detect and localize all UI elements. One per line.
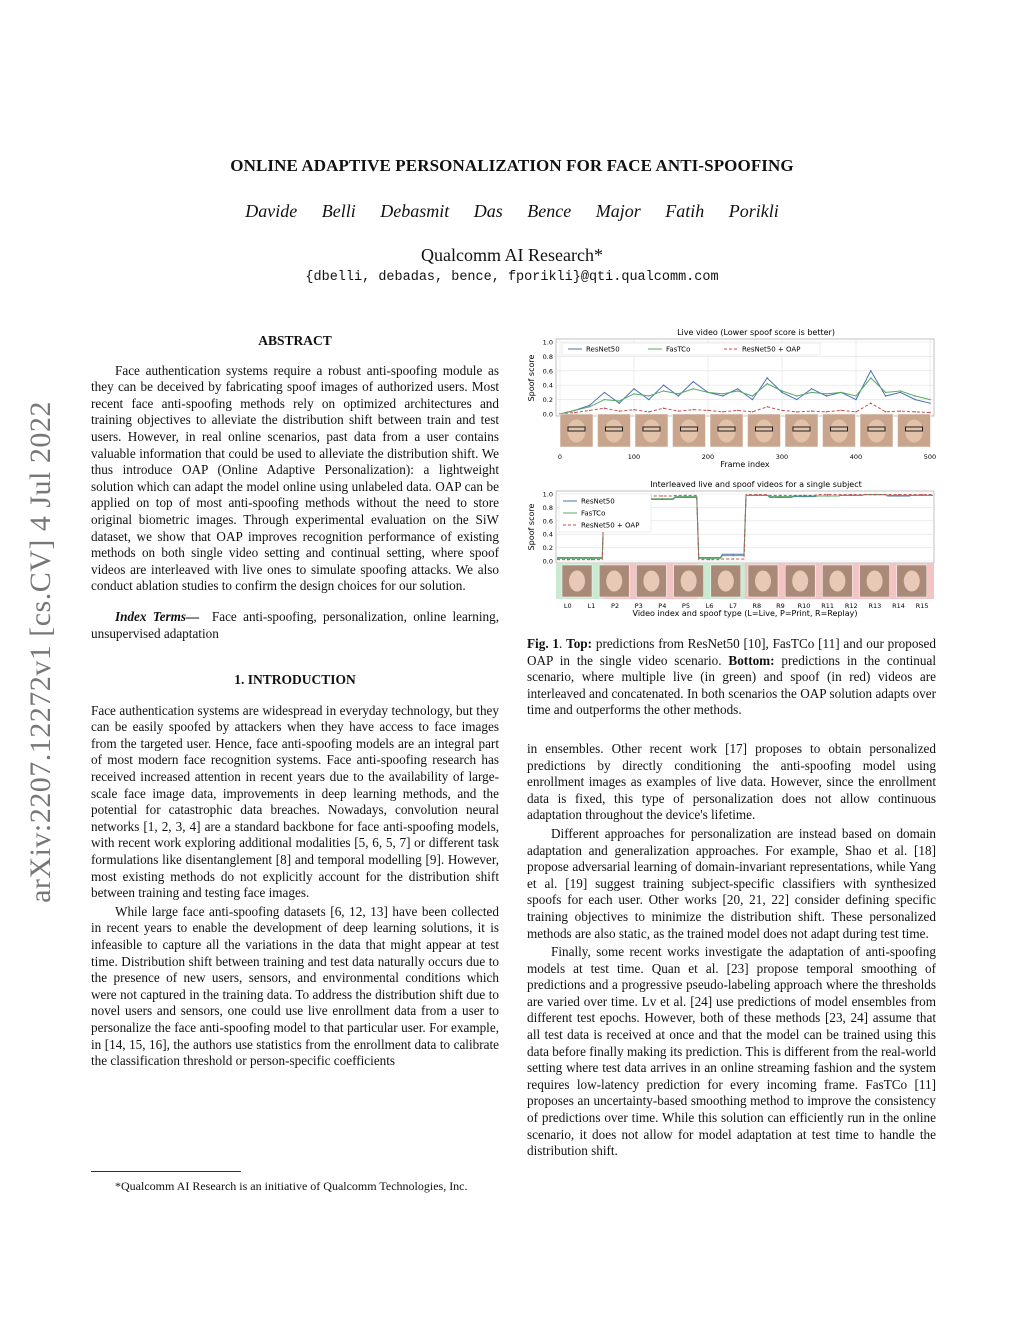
data-point bbox=[826, 411, 827, 412]
right-paragraph-1: in ensembles. Other recent work [17] proposes to obtain personalized predictions by directly conditioning the anti-spoofing model using enrollment images as examples of live data. However, since the enrollment data is fixed, this type of personalization does not allow continuous adaptation throughout the device's lifetime. bbox=[527, 740, 936, 823]
category-label: R15 bbox=[915, 602, 929, 610]
category-label: R9 bbox=[776, 602, 785, 610]
chart-bottom-xlabel: Video index and spoof type (L=Live, P=Print, R=Replay) bbox=[632, 609, 858, 618]
intro-paragraph-2: While large face anti-spoofing datasets [6, 12, 13] have been collected in recent years to enable the development of deep learning solutions, it is infeasible to capture all the variations in the data that might appear at test time. Distribution shift between training and test data naturally occurs due to the presence of new users, sensors, and environmental conditions which were not captured in the training data. To address the distribution shift due to novel users and sensors, one could use live enrollment data from a user to personalize the face anti-spoofing model to that particular user. For example, in [14, 15, 16], the authors use statistics from the enrollment data to calibrate the classification threshold or person-specific coefficients bbox=[91, 903, 499, 1069]
data-point bbox=[827, 495, 828, 496]
data-point bbox=[709, 558, 710, 559]
x-tick-label: 100 bbox=[627, 453, 641, 461]
data-point bbox=[767, 383, 768, 384]
data-point bbox=[781, 410, 782, 411]
data-point bbox=[885, 392, 886, 393]
x-tick-label: 400 bbox=[849, 453, 863, 461]
data-point bbox=[589, 410, 590, 411]
face-shape bbox=[792, 571, 808, 592]
data-point bbox=[737, 410, 738, 411]
data-point bbox=[722, 411, 723, 412]
affiliation: Qualcomm AI Research* bbox=[421, 245, 603, 265]
data-point bbox=[885, 395, 886, 396]
caption-bottom-text: predictions in the continual scenario, where multiple live (in green) and spoof (in red) videos are interleaved and concatenated. In both scenarios the OAP solution adapts over time and outperforms the other methods. bbox=[527, 652, 937, 718]
data-point bbox=[796, 399, 797, 400]
data-point bbox=[929, 412, 930, 413]
footnote-rule bbox=[91, 1171, 241, 1172]
series-line bbox=[560, 378, 930, 414]
data-point bbox=[767, 377, 768, 378]
face-shape bbox=[867, 571, 883, 592]
chart-top-legend bbox=[562, 343, 820, 355]
x-tick-label: 500 bbox=[923, 453, 936, 461]
index-terms bbox=[91, 609, 499, 642]
y-tick-label: 0.8 bbox=[542, 503, 553, 512]
data-point bbox=[898, 494, 899, 495]
data-point bbox=[855, 399, 856, 400]
data-point bbox=[663, 408, 664, 409]
data-point bbox=[874, 494, 875, 495]
data-point bbox=[693, 388, 694, 389]
footnote-text: *Qualcomm AI Research is an initiative of Qualcomm Technologies, Inc. bbox=[115, 1179, 468, 1193]
data-point bbox=[921, 494, 922, 495]
data-point bbox=[619, 400, 620, 401]
y-tick-label: 0.6 bbox=[542, 367, 553, 376]
x-tick-label: 0 bbox=[557, 453, 563, 461]
category-label: P2 bbox=[611, 602, 620, 610]
category-label: R11 bbox=[821, 602, 835, 610]
data-point bbox=[780, 495, 781, 496]
face-shape bbox=[829, 571, 845, 592]
chart-top-title: Live video (Lower spoof score is better) bbox=[677, 328, 835, 337]
left-column bbox=[91, 333, 499, 1070]
data-point bbox=[767, 406, 768, 407]
data-point bbox=[663, 385, 664, 386]
legend-label: FasTCo bbox=[581, 509, 606, 518]
chart-bottom-title: Interleaved live and spoof videos for a single subject bbox=[650, 480, 862, 489]
figure-1 bbox=[526, 326, 936, 618]
data-point bbox=[841, 410, 842, 411]
author-name: Fatih Porikli bbox=[665, 201, 779, 221]
chart-bottom bbox=[527, 480, 934, 618]
footnote bbox=[91, 1179, 499, 1194]
face-shape bbox=[606, 571, 622, 592]
data-point bbox=[811, 410, 812, 411]
category-label: R8 bbox=[752, 602, 762, 610]
data-point bbox=[915, 395, 916, 396]
y-tick-label: 0.0 bbox=[542, 410, 553, 419]
face-shape bbox=[718, 571, 734, 592]
data-point bbox=[781, 390, 782, 391]
legend-label: ResNet50 + OAP bbox=[742, 345, 801, 354]
category-label: R10 bbox=[797, 602, 811, 610]
category-label: R13 bbox=[868, 602, 882, 610]
data-point bbox=[870, 377, 871, 378]
index-terms-text: Face anti-spoofing, personalization, online learning, unsupervised adaptation bbox=[91, 608, 499, 641]
data-point bbox=[591, 558, 592, 559]
y-tick-label: 0.6 bbox=[542, 517, 553, 526]
caption-label: Fig. 1 bbox=[527, 636, 560, 651]
data-point bbox=[929, 399, 930, 400]
legend-label: ResNet50 bbox=[581, 497, 615, 506]
data-point bbox=[756, 494, 757, 495]
data-point bbox=[589, 406, 590, 407]
data-point bbox=[662, 495, 663, 496]
y-tick-label: 1.0 bbox=[542, 490, 553, 499]
data-point bbox=[826, 395, 827, 396]
category-label: L6 bbox=[705, 602, 714, 610]
category-label: R12 bbox=[844, 602, 858, 610]
abstract-heading: ABSTRACT bbox=[258, 333, 332, 348]
category-label: L0 bbox=[563, 602, 572, 610]
data-point bbox=[663, 390, 664, 391]
data-point bbox=[678, 395, 679, 396]
data-point bbox=[870, 370, 871, 371]
data-point bbox=[648, 399, 649, 400]
data-point bbox=[811, 388, 812, 389]
data-point bbox=[648, 395, 649, 396]
data-point bbox=[693, 409, 694, 410]
data-point bbox=[685, 496, 686, 497]
data-point bbox=[722, 395, 723, 396]
data-point bbox=[851, 494, 852, 495]
intro-paragraph-1: Face authentication systems are widespread in everyday technology, but they can be easily spoofed by attackers when they have access to face images from the targeted user. Hence, face anti-spoofing models are an integral part of most modern face recognition systems. Face anti-spoofing research has received increased attention in recent years due to the availability of large-scale face image data, improvements in deep learning methods, and the potential for catastrophic data breaches. Nowadays, convolution neural networks [1, 2, 3, 4] are a standard backbone for face anti-spoofing models, with recent work exploring additional modalities [5, 6, 5, 7] or different task formulations like disentanglement [8] and temporal modelling [9]. However, most existing methods do not explicitly account for the distribution shift between training and testing face images. bbox=[91, 702, 499, 901]
data-point bbox=[648, 411, 649, 412]
data-point bbox=[803, 495, 804, 496]
y-tick-label: 1.0 bbox=[542, 338, 553, 347]
data-point bbox=[870, 403, 871, 404]
data-point bbox=[722, 393, 723, 394]
y-tick-label: 0.4 bbox=[542, 530, 553, 539]
y-tick-label: 0.0 bbox=[542, 557, 553, 566]
category-label: R14 bbox=[892, 602, 905, 610]
data-point bbox=[662, 498, 663, 499]
legend-label: ResNet50 bbox=[586, 345, 620, 354]
data-point bbox=[737, 390, 738, 391]
data-point bbox=[781, 392, 782, 393]
data-point bbox=[678, 393, 679, 394]
right-paragraph-2: Different approaches for personalization are instead based on domain adaptation and generalization approaches. For example, Shao et al. [18] propose adversarial learning of domain-invariant representations, while Yang et al. [19] suggest training subject-specific classifiers with synthesized spoofs for each user. Other works [20, 21, 22] consider defining specific training objectives to minimize the distribution shift. These personalized methods are also static, as the trained model does not adapt during test time. bbox=[527, 825, 936, 941]
face-shape bbox=[643, 571, 659, 592]
data-point bbox=[567, 559, 568, 560]
data-point bbox=[604, 399, 605, 400]
data-point bbox=[633, 393, 634, 394]
chart-bottom-legend bbox=[559, 494, 651, 532]
data-point bbox=[855, 395, 856, 396]
category-label: L7 bbox=[729, 602, 738, 610]
face-shape bbox=[569, 571, 585, 592]
abstract-text: Face authentication systems require a robust anti-spoofing module as they can be deceived by fabricating spoof images of authorized users. Most recent face anti-spoofing methods rely on optimized architectures and training objectives to alleviate the distribution shift between train and test users. However, in real online scenarios, past data from a user contains valuable information that could be used to alleviate the distribution shift. We thus introduce OAP (Online Adaptive Personalization): a lightweight solution which can adapt the model online using unlabeled data. OAP can be applied on top of most anti-spoofing methods without the need to store original biometric images. Through experimental evaluation on the SiW dataset, we show that OAP improves recognition performance of existing methods on both single video setting and continual setting, where spoof videos are interleaved with live ones to simulate spoofing attacks. We also conduct ablation studies to confirm the design choices for our solution. bbox=[91, 362, 499, 594]
author-name: Debasmit Das bbox=[380, 201, 503, 221]
series-line bbox=[560, 403, 930, 414]
chart-top bbox=[527, 328, 936, 469]
chart-top-xlabel: Frame index bbox=[720, 460, 770, 469]
data-point bbox=[633, 388, 634, 389]
figure-caption: Fig. 1. Top: predictions from ResNet50 [10], FasTCo [11] and our proposed OAP in the single video scenario. Bottom: predictions in the continual scenario, where multiple live (in green) and spoof (in red) videos are interleaved and concatenated. In both scenarios the OAP solution adapts over time and outperforms the other methods. bbox=[527, 636, 937, 718]
data-point bbox=[604, 408, 605, 409]
author-list bbox=[0, 201, 1024, 222]
index-terms-label: Index Terms— bbox=[115, 608, 200, 624]
data-point bbox=[811, 392, 812, 393]
data-point bbox=[567, 558, 568, 559]
chart-bottom-ylabel: Spoof score bbox=[527, 503, 536, 551]
face-shape bbox=[755, 571, 771, 592]
data-point bbox=[707, 410, 708, 411]
x-tick-label: 200 bbox=[701, 453, 715, 461]
data-point bbox=[915, 399, 916, 400]
caption-top-text: predictions from ResNet50 [10], FasTCo [11] and our proposed OAP in the single video scenario. bbox=[527, 636, 936, 668]
legend-label: ResNet50 + OAP bbox=[581, 521, 640, 530]
x-tick-label: 300 bbox=[775, 453, 789, 461]
data-point bbox=[678, 410, 679, 411]
face-shape bbox=[904, 571, 920, 592]
y-tick-label: 0.2 bbox=[542, 396, 553, 405]
data-point bbox=[796, 395, 797, 396]
data-point bbox=[685, 495, 686, 496]
data-point bbox=[752, 399, 753, 400]
data-point bbox=[915, 411, 916, 412]
right-column bbox=[527, 636, 936, 1160]
legend-label: FasTCo bbox=[666, 345, 691, 354]
data-point bbox=[900, 410, 901, 411]
author-name: Bence Major bbox=[527, 201, 641, 221]
data-point bbox=[619, 403, 620, 404]
data-point bbox=[841, 392, 842, 393]
data-point bbox=[633, 409, 634, 410]
author-name: Davide Belli bbox=[245, 201, 356, 221]
data-point bbox=[796, 411, 797, 412]
chart-top-thumbnails bbox=[560, 414, 931, 447]
data-point bbox=[709, 559, 710, 560]
data-point bbox=[732, 558, 733, 559]
data-point bbox=[693, 381, 694, 382]
caption-bottom-label: Bottom: bbox=[728, 652, 775, 668]
data-point bbox=[619, 410, 620, 411]
data-point bbox=[827, 494, 828, 495]
data-point bbox=[589, 405, 590, 406]
arxiv-stamp bbox=[18, 372, 64, 932]
chart-top-series bbox=[559, 370, 930, 415]
y-tick-label: 0.2 bbox=[542, 544, 553, 553]
data-point bbox=[752, 395, 753, 396]
data-point bbox=[591, 559, 592, 560]
data-point bbox=[929, 403, 930, 404]
author-emails: {dbelli, debadas, bence, fporikli}@qti.qualcomm.com bbox=[305, 270, 719, 285]
data-point bbox=[826, 393, 827, 394]
y-tick-label: 0.8 bbox=[542, 352, 553, 361]
caption-top-label: Top: bbox=[566, 636, 593, 651]
data-point bbox=[900, 390, 901, 391]
data-point bbox=[855, 411, 856, 412]
data-point bbox=[885, 411, 886, 412]
data-point bbox=[900, 392, 901, 393]
chart-top-ylabel: Spoof score bbox=[527, 354, 536, 402]
data-point bbox=[604, 392, 605, 393]
data-point bbox=[737, 388, 738, 389]
data-point bbox=[574, 410, 575, 411]
data-point bbox=[574, 412, 575, 413]
chart-bottom-ticks bbox=[543, 491, 553, 566]
data-point bbox=[732, 555, 733, 556]
category-label: P4 bbox=[658, 602, 667, 610]
category-label: L1 bbox=[587, 602, 596, 610]
category-label: P5 bbox=[681, 602, 690, 610]
y-tick-label: 0.4 bbox=[542, 381, 553, 390]
paper-title: ONLINE ADAPTIVE PERSONALIZATION FOR FACE ANTI-SPOOFING bbox=[230, 156, 794, 175]
category-label: P3 bbox=[634, 602, 643, 610]
data-point bbox=[732, 554, 733, 555]
series-line bbox=[560, 371, 930, 414]
data-point bbox=[752, 411, 753, 412]
data-point bbox=[780, 496, 781, 497]
right-paragraph-3: Finally, some recent works investigate the adaptation of anti-spoofing models at test time. Quan et al. [23] propose temporal smoothing of predictions and a progressive pseudo-labeling approach where the thresholds are varied over time. Lv et al. [24] use predictions of model ensembles from different test epochs. However, both of these methods [23, 24] assume that all test data is received at once and that the model can be trained using this data before finally making its prediction. This is different from the real-world setting where test data arrives in an online streaming fashion and the system requires low-latency prediction for every incoming frame. FasTCo [11] proposes an uncertainty-based smoothing method to improve the consistency of predictions over time. While this solution can efficiently run in the online scenario, it does not allow for model adaptation at test time to handle the distribution shift. bbox=[527, 944, 936, 1159]
face-shape bbox=[681, 571, 697, 592]
intro-heading: 1. INTRODUCTION bbox=[234, 672, 356, 688]
arxiv-stamp-text: arXiv:2207.12272v1 [cs.CV] 4 Jul 2022 bbox=[24, 401, 57, 903]
data-point bbox=[707, 392, 708, 393]
